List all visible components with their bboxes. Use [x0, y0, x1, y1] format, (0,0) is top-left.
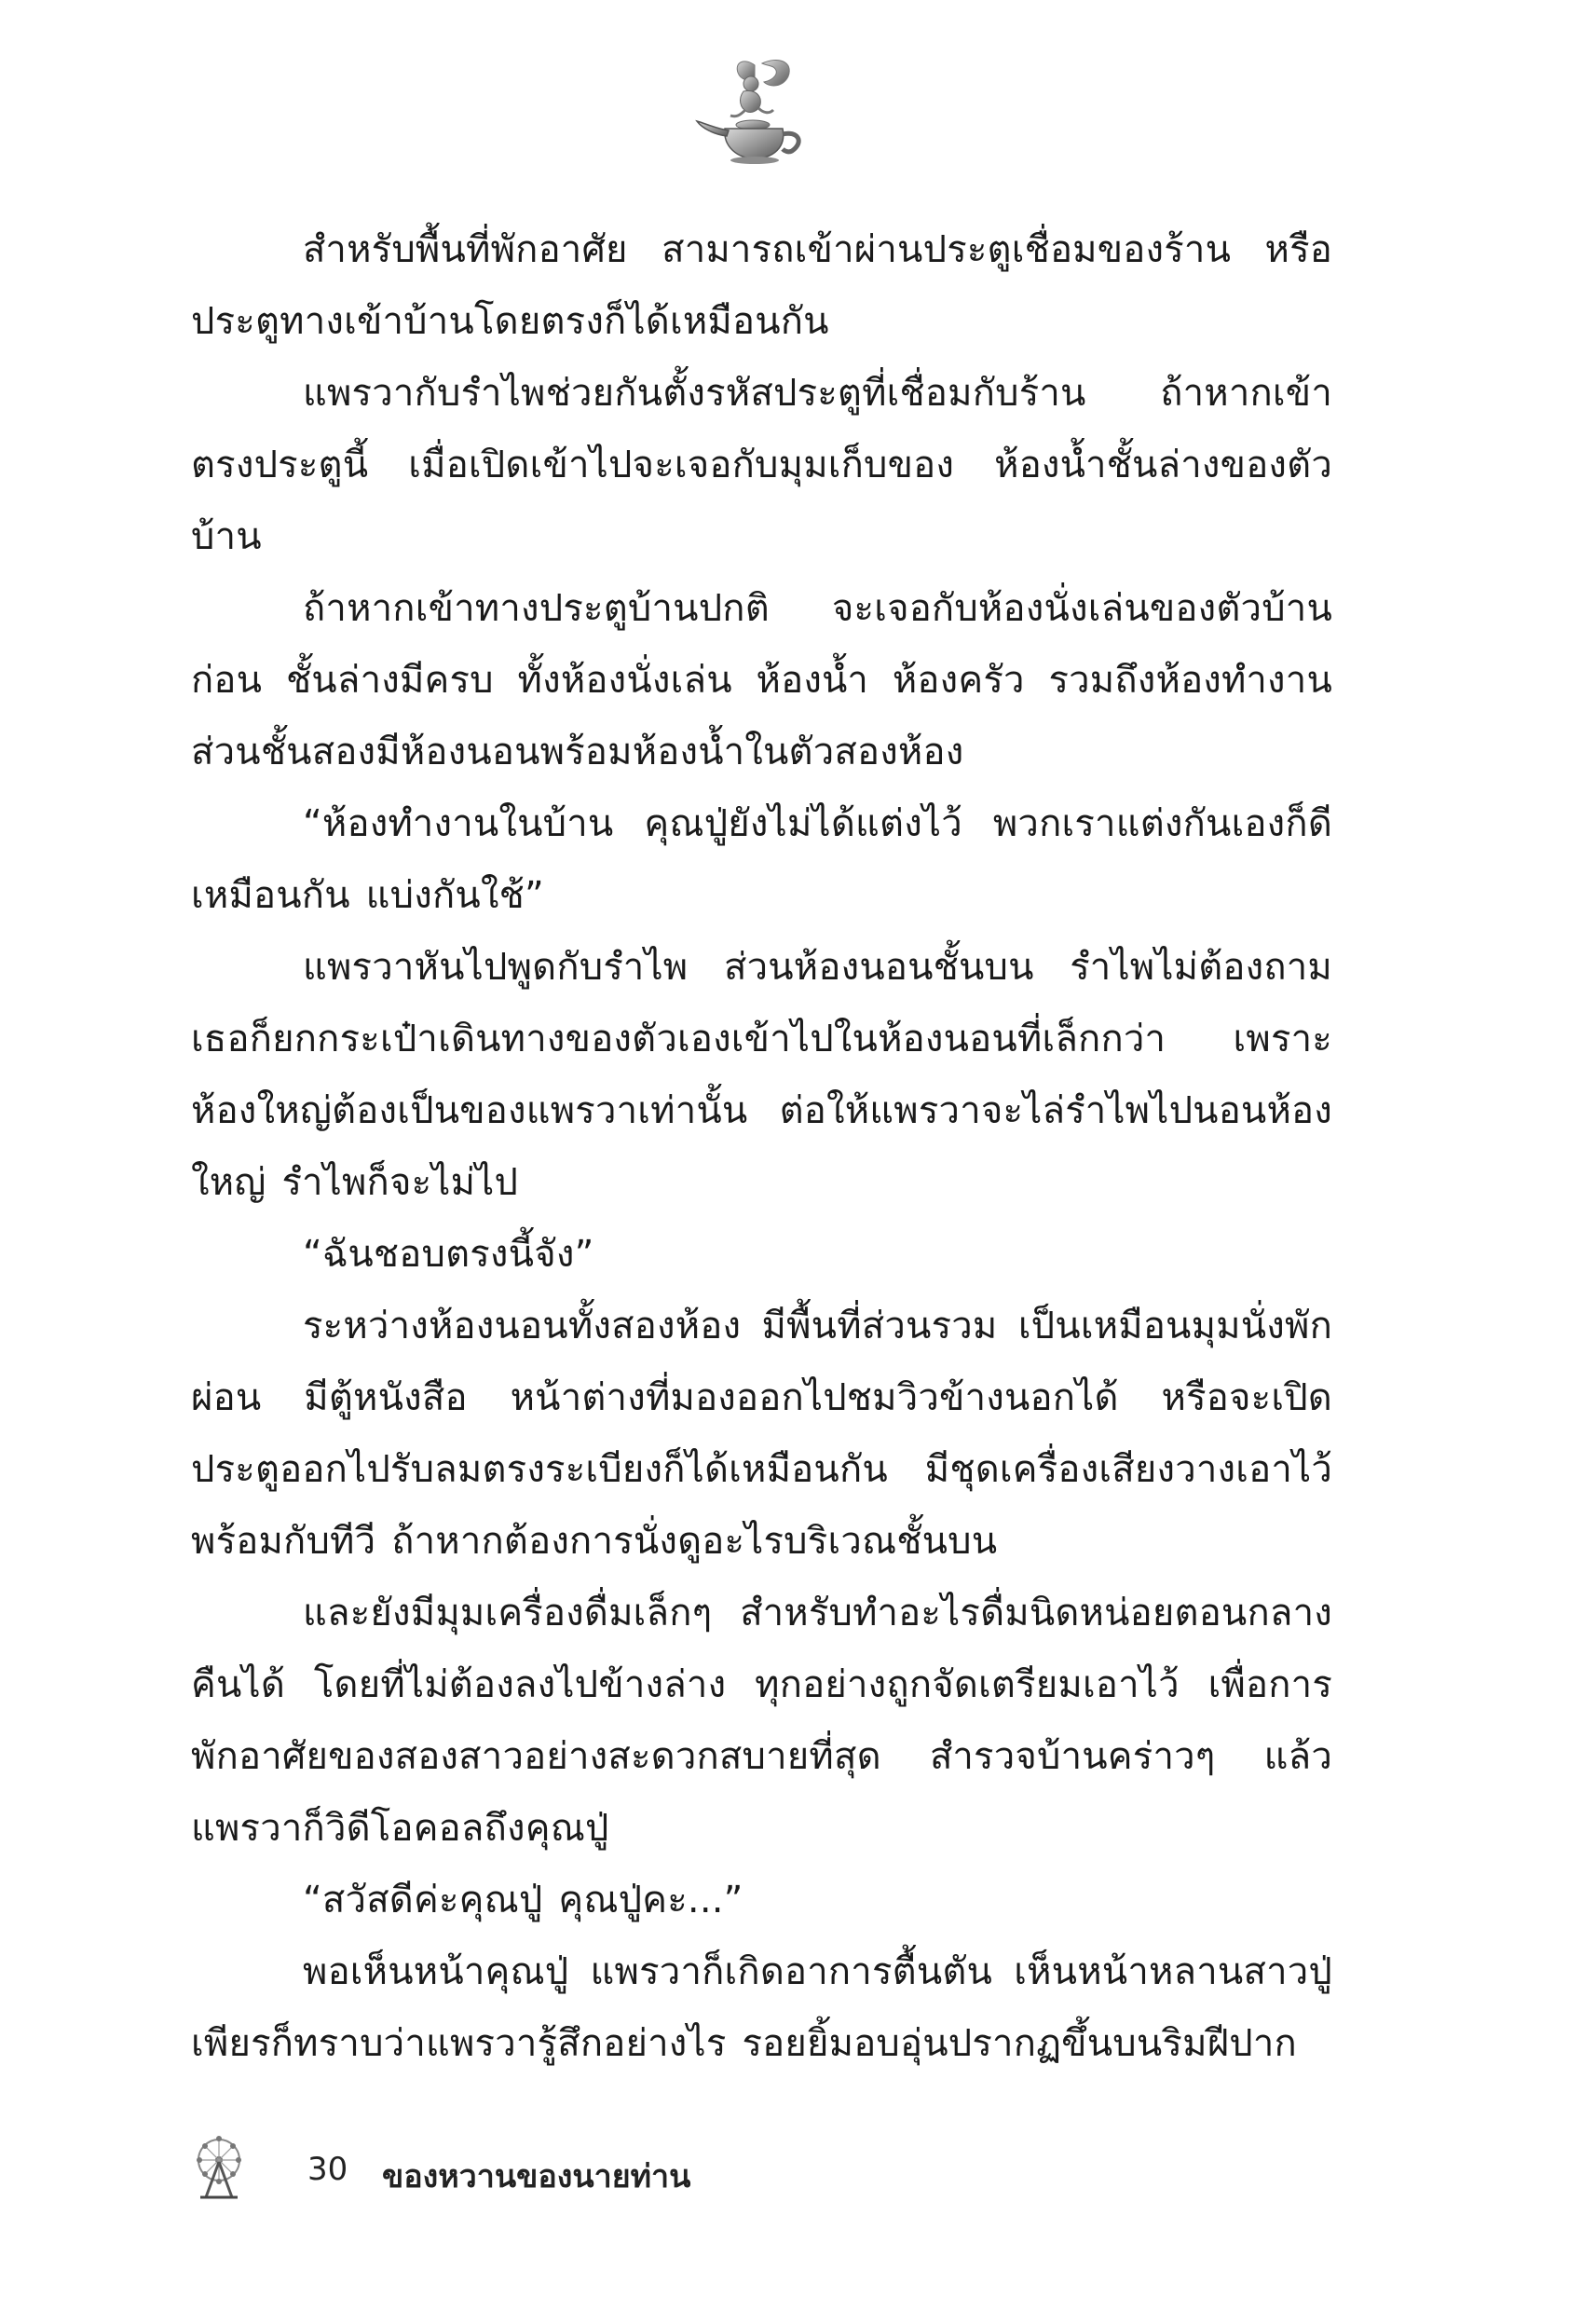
paragraph: ระหว่างห้องนอนทั้งสองห้อง มีพื้นที่ส่วนรวม เป็นเหมือนมุมนั่งพักผ่อน มีตู้หนังสือ หน้าต่างที่มองออกไปชมวิวข้างนอกได้ หรือจะเปิดประตูออกไปรับลมตรงระเบียงก็ได้เหมือนกัน มีชุดเครื่องเสียงวางเอาไว้ พร้อมกับทีวี ถ้าหากต้องการนั่งดูอะไรบริเวณชั้นบน — [191, 1305, 1332, 1563]
paragraph: “สวัสดีค่ะคุณปู่ คุณปู่คะ...” — [303, 1879, 743, 1921]
paragraph: ถ้าหากเข้าทางประตูบ้านปกติ จะเจอกับห้องนั่งเล่นของตัวบ้านก่อน ชั้นล่างมีครบ ทั้งห้องนั่งเล่น ห้องน้ำ ห้องครัว รวมถึงห้องทำงาน ส่วนชั้นสองมีห้องนอนพร้อมห้องน้ำในตัวสองห้อง — [191, 587, 1332, 773]
body-text — [191, 214, 1332, 2125]
paragraph: แพรวาหันไปพูดกับรำไพ ส่วนห้องนอนชั้นบน รำไพไม่ต้องถาม เธอก็ยกกระเป๋าเดินทางของตัวเองเข้าไปในห้องนอนที่เล็กกว่า เพราะห้องใหญ่ต้องเป็นของแพรวาเท่านั้น ต่อให้แพรวาจะไล่รำไพไปนอนห้องใหญ่ รำไพก็จะไม่ไป — [191, 946, 1332, 1204]
paragraph: สำหรับพื้นที่พักอาศัย สามารถเข้าผ่านประตูเชื่อมของร้าน หรือประตูทางเข้าบ้านโดยตรงก็ได้เหมือนกัน — [191, 228, 1332, 343]
paragraph: แพรวากับรำไพช่วยกันตั้งรหัสประตูที่เชื่อมกับร้าน ถ้าหากเข้าตรงประตูนี้ เมื่อเปิดเข้าไปจะเจอกับมุมเก็บของ ห้องน้ำชั้นล่างของตัวบ้าน — [191, 372, 1332, 558]
book-title: ของหวานของนายท่าน — [382, 2158, 691, 2195]
page-footer — [191, 2134, 1030, 2208]
cupid-on-teapot-icon — [689, 56, 820, 168]
page-number: 30 — [307, 2151, 348, 2188]
paragraph: พอเห็นหน้าคุณปู่ แพรวาก็เกิดอาการตื้นตัน เห็นหน้าหลานสาวปู่เพียรก็ทราบว่าแพรวารู้สึกอย่างไร รอยยิ้มอบอุ่นปรากฏขึ้นบนริมฝีปาก — [191, 1950, 1332, 2065]
paragraph: “ห้องทำงานในบ้าน คุณปู่ยังไม่ได้แต่งไว้ พวกเราแต่งกันเองก็ดีเหมือนกัน แบ่งกันใช้” — [191, 802, 1332, 917]
ferris-wheel-icon — [191, 2134, 247, 2201]
paragraph: “ฉันชอบตรงนี้จัง” — [303, 1233, 594, 1276]
paragraph: และยังมีมุมเครื่องดื่มเล็กๆ สำหรับทำอะไรดื่มนิดหน่อยตอนกลางคืนได้ โดยที่ไม่ต้องลงไปข้างล่าง ทุกอย่างถูกจัดเตรียมเอาไว้ เพื่อการพักอาศัยของสองสาวอย่างสะดวกสบายที่สุด สำรวจบ้านคร่าวๆ แล้ว แพรวาก็วิดีโอคอลถึงคุณปู่ — [191, 1592, 1332, 1850]
